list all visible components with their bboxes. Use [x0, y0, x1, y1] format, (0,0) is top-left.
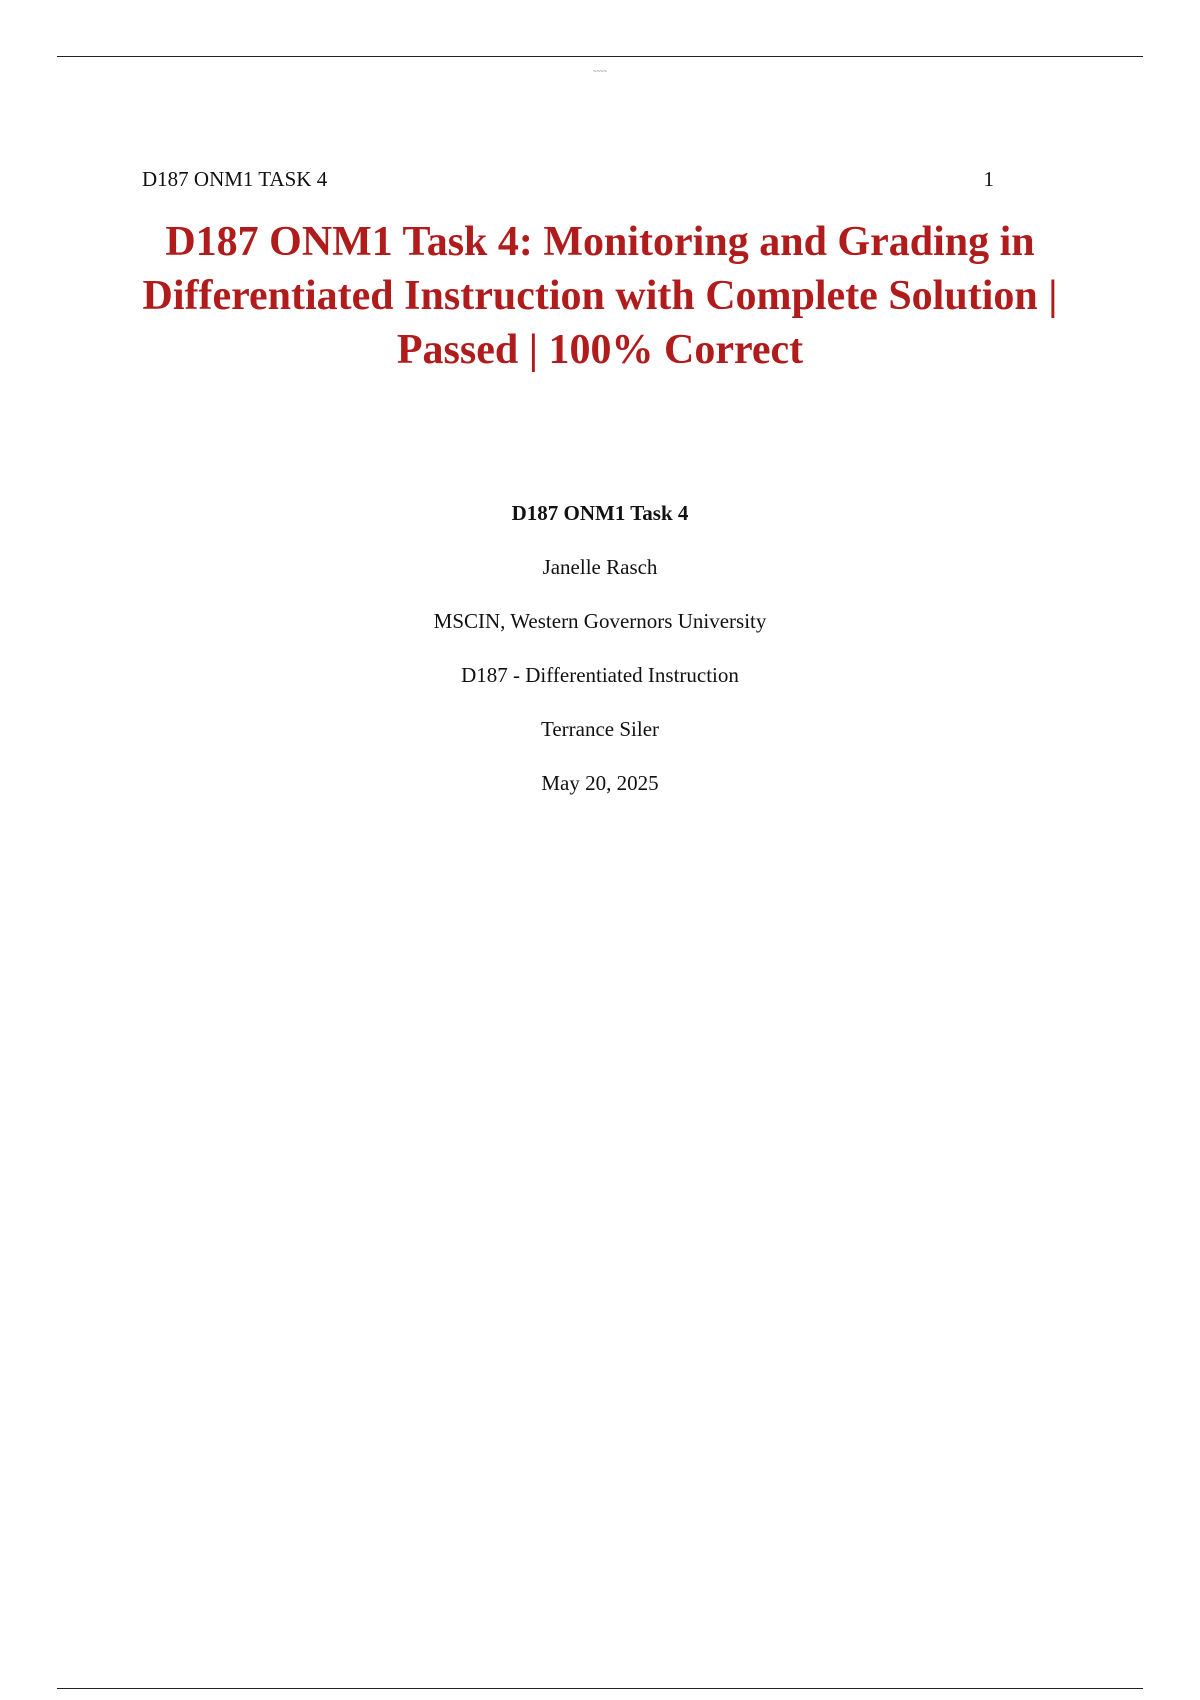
top-divider [57, 56, 1143, 57]
submission-date: May 20, 2025 [541, 771, 659, 795]
title-page-block [0, 500, 1200, 824]
paper-title: D187 ONM1 Task 4 [511, 501, 689, 525]
header-mark: ~~~~ [592, 69, 607, 75]
affiliation: MSCIN, Western Governors University [433, 609, 767, 633]
document-title: D187 ONM1 Task 4: Monitoring and Grading in Differentiated Instruction with Complete Solution | Passed | 100% Correct [142, 219, 1058, 373]
page-number: 1 [983, 167, 994, 191]
course-name: D187 - Differentiated Instruction [461, 663, 739, 687]
running-head: D187 ONM1 TASK 4 [142, 167, 328, 191]
instructor-name: Terrance Siler [540, 717, 660, 741]
bottom-divider [57, 1688, 1143, 1689]
author-name: Janelle Rasch [542, 555, 658, 579]
